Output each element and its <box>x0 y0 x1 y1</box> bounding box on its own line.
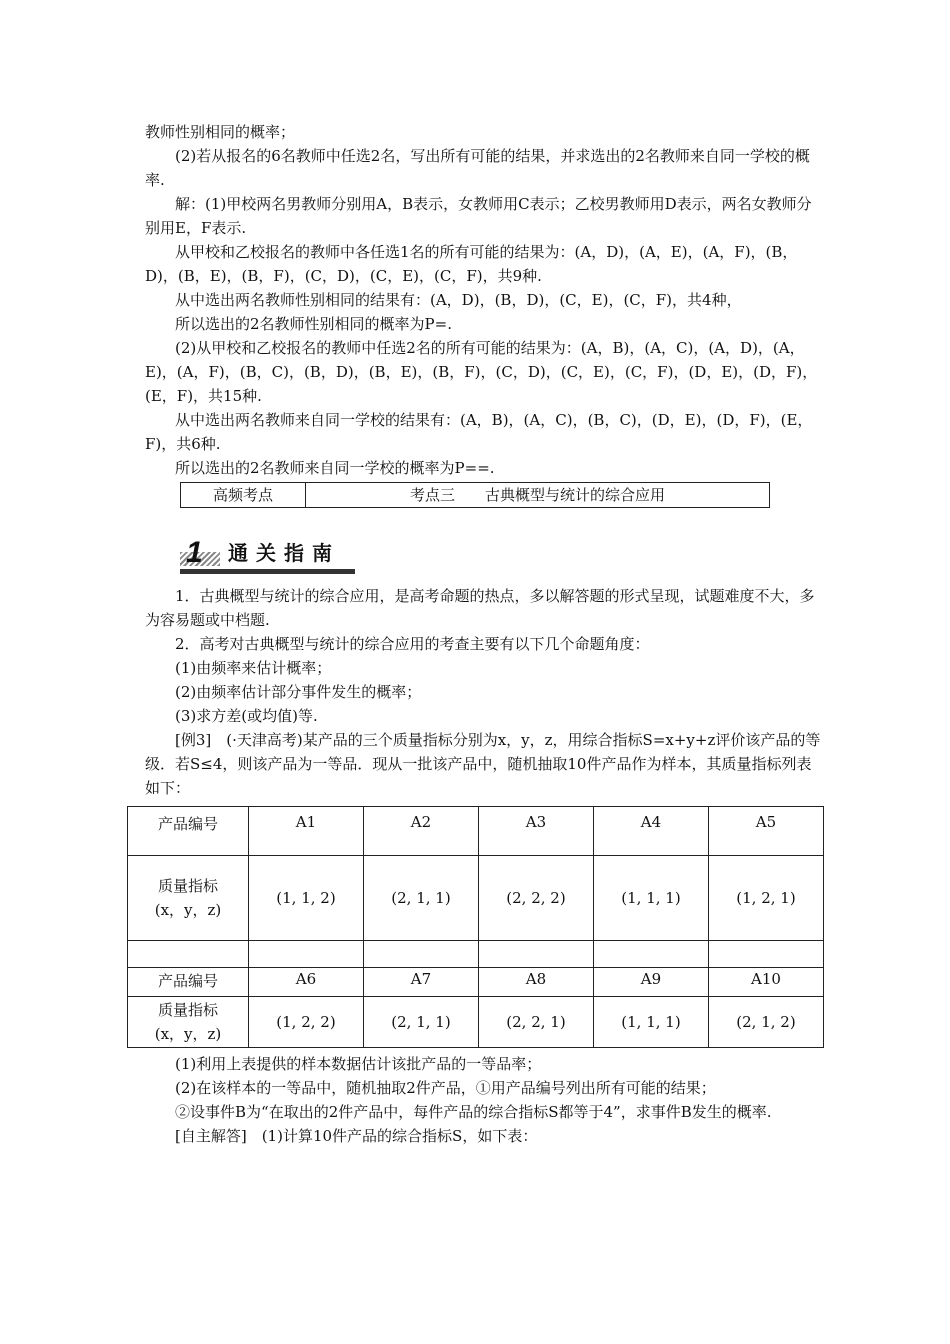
product-id: A6 <box>249 968 364 997</box>
label-quality-title: 质量指标 <box>157 877 218 895</box>
banner-title: 通关指南 <box>228 541 340 565</box>
quality-value: (2, 1, 2) <box>709 997 824 1048</box>
empty-cell <box>479 941 594 968</box>
empty-cell <box>709 941 824 968</box>
solution-prob-2: 所以选出的2名教师来自同一学校的概率为P==. <box>175 459 495 477</box>
product-id: A7 <box>364 968 479 997</box>
quality-value: (2, 1, 1) <box>364 997 479 1048</box>
product-id: A4 <box>594 807 709 856</box>
label-quality-vars: (x，y，z) <box>154 901 222 919</box>
product-id: A3 <box>479 807 594 856</box>
quality-value: (2, 2, 2) <box>479 856 594 941</box>
empty-cell <box>594 941 709 968</box>
guide-2: 2．高考对古典概型与统计的综合应用的考查主要有以下几个命题角度： <box>175 635 650 653</box>
product-id: A1 <box>249 807 364 856</box>
solution-intro: 解：(1)甲校两名男教师分别用A，B表示，女教师用C表示；乙校男教师用D表示，两名女教师分别用E，F表示. <box>145 195 812 237</box>
label-quality-title: 质量指标 <box>157 1001 218 1019</box>
topic-title: 考点三 古典概型与统计的综合应用 <box>306 483 770 508</box>
banner-underline <box>180 569 355 574</box>
guide-4: (2)由频率估计部分事件发生的概率； <box>175 683 422 701</box>
label-product-id: 产品编号 <box>128 968 249 997</box>
self-answer: [自主解答] (1)计算10件产品的综合指标S，如下表： <box>175 1127 538 1145</box>
question-2-part-b: ②设事件B为“在取出的2件产品中，每件产品的综合指标S都等于4”，求事件B发生的概率. <box>175 1103 772 1121</box>
section-banner <box>180 538 360 574</box>
product-id: A10 <box>709 968 824 997</box>
quality-value: (1, 1, 2) <box>249 856 364 941</box>
quality-value: (1, 1, 1) <box>594 997 709 1048</box>
question-2: (2)在该样本的一等品中，随机抽取2件产品，①用产品编号列出所有可能的结果； <box>175 1079 716 1097</box>
solution-results-1: 从甲校和乙校报名的教师中各任选1名的所有可能的结果为：(A，D)，(A，E)，(A，F)，(B，D)，(B，E)，(B，F)，(C，D)，(C，E)，(C，F)，共9种. <box>145 243 798 285</box>
solution-same-school: 从中选出两名教师来自同一学校的结果有：(A，B)，(A，C)，(B，C)，(D，E)，(D，F)，(E，F)，共6种. <box>145 411 813 453</box>
guide-3: (1)由频率来估计概率； <box>175 659 332 677</box>
quality-value: (2, 1, 1) <box>364 856 479 941</box>
label-quality-vars: (x，y，z) <box>154 1025 222 1043</box>
question-1: (1)利用上表提供的样本数据估计该批产品的一等品率； <box>175 1055 542 1073</box>
question-2: (2)若从报名的6名教师中任选2名，写出所有可能的结果，并求选出的2名教师来自同一学校的概率. <box>145 147 810 189</box>
banner-number: 1 <box>186 536 203 569</box>
quality-value: (1, 2, 1) <box>709 856 824 941</box>
topic-label: 高频考点 <box>181 483 306 508</box>
product-id: A9 <box>594 968 709 997</box>
text-line: 教师性别相同的概率； <box>145 123 296 141</box>
document-page <box>145 120 825 1148</box>
quality-index-table <box>127 806 824 1048</box>
product-id: A5 <box>709 807 824 856</box>
topic-header-table <box>180 482 770 508</box>
label-quality-index <box>128 997 249 1048</box>
empty-cell <box>128 941 249 968</box>
quality-value: (1, 2, 2) <box>249 997 364 1048</box>
solution-results-2: (2)从甲校和乙校报名的教师中任选2名的所有可能的结果为：(A，B)，(A，C)，(A，D)，(A，E)，(A，F)，(B，C)，(B，D)，(B，E)，(B，F)，(C，D)，(C，E)，(C，F)，(D，E)，(D，F)，(E，F)，共15种. <box>145 339 818 405</box>
example-3: [例3] (·天津高考)某产品的三个质量指标分别为x，y，z，用综合指标S=x+y+z评价该产品的等级．若S≤4，则该产品为一等品．现从一批该产品中，随机抽取10件产品作为样本，其质量指标列表如下： <box>145 731 821 797</box>
solution-prob-1: 所以选出的2名教师性别相同的概率为P=. <box>175 315 452 333</box>
label-product-id: 产品编号 <box>128 807 249 856</box>
product-id: A8 <box>479 968 594 997</box>
empty-cell <box>364 941 479 968</box>
label-quality-index <box>128 856 249 941</box>
quality-value: (1, 1, 1) <box>594 856 709 941</box>
product-id: A2 <box>364 807 479 856</box>
solution-same-gender: 从中选出两名教师性别相同的结果有：(A，D)，(B，D)，(C，E)，(C，F)，共4种， <box>175 291 742 309</box>
guide-1: 1．古典概型与统计的综合应用，是高考命题的热点，多以解答题的形式呈现，试题难度不大，多为容易题或中档题. <box>145 587 815 629</box>
empty-cell <box>249 941 364 968</box>
quality-value: (2, 2, 1) <box>479 997 594 1048</box>
guide-5: (3)求方差(或均值)等. <box>175 707 318 725</box>
